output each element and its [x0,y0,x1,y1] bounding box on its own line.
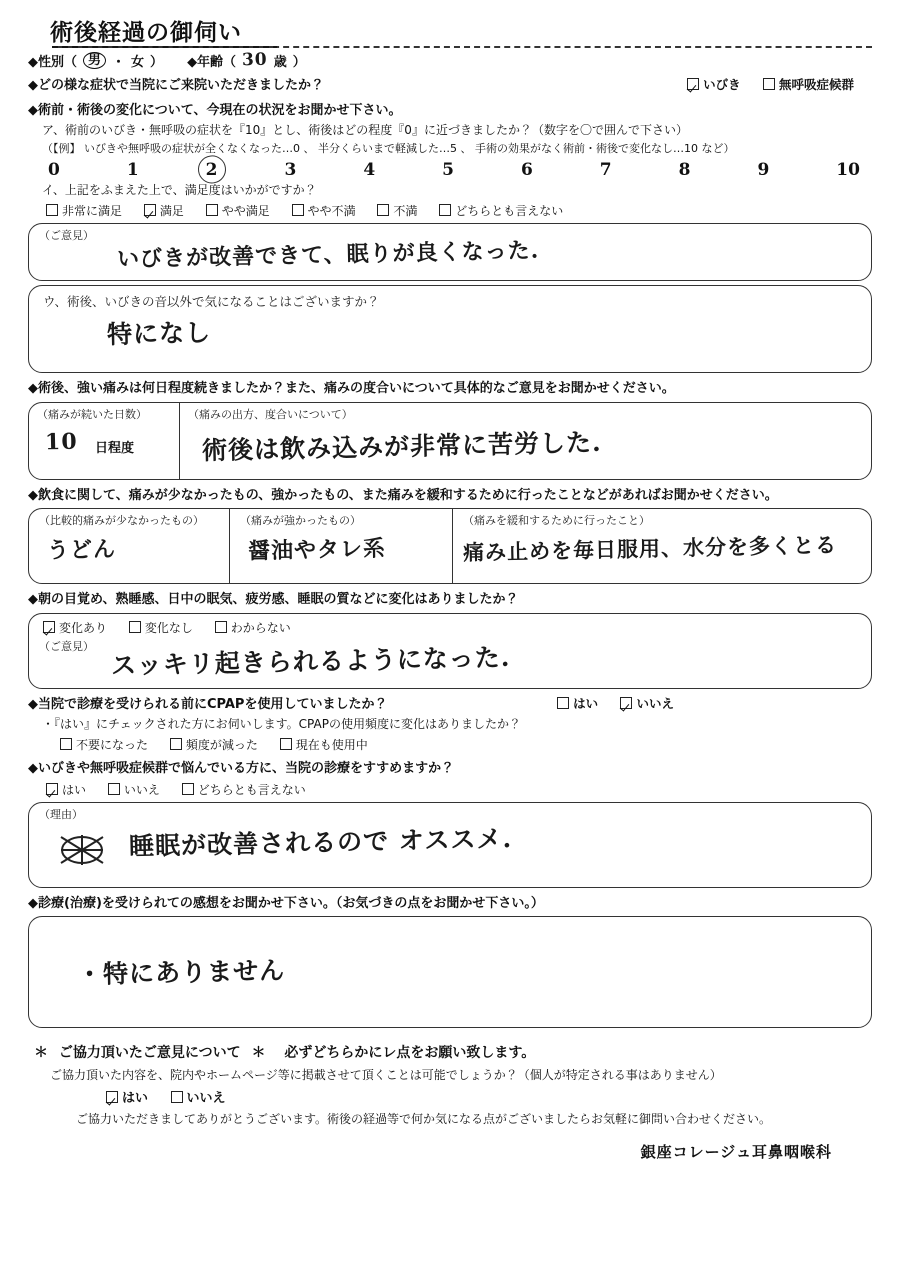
cpap-question: ◆当院で診療を受けられる前にCPAPを使用していましたか？ [28,696,388,712]
recommend-question: ◆いびきや無呼吸症候群で悩んでいる方に、当院の診療をすすめますか？ [28,761,455,777]
satisfaction-question: イ、上記をふまえた上で、満足度はいかがですか？ [42,183,317,198]
satisfaction-option-very-satisfied[interactable]: 非常に満足 [46,202,122,219]
satisfaction-option-dissatisfied[interactable]: 不満 [377,202,417,219]
symptom-option-apnea[interactable] [763,77,854,94]
satisfaction-option-somewhat-dissatisfied[interactable]: やや不満 [292,202,356,219]
gender-separator: ・ [112,54,126,70]
food-high-pain-label: （痛みが強かったもの） [240,514,361,528]
cpap-sub-options [60,736,872,753]
pain-days-cell[interactable] [29,403,180,479]
sleep-options [43,619,309,636]
star-icon: ＊ [251,1045,266,1062]
scale-1[interactable]: 1 [126,160,139,181]
sleep-comment-label: （ご意見） [39,639,94,653]
satisfaction-option-somewhat-satisfied[interactable]: やや満足 [206,202,270,219]
food-relief-answer: 痛み止めを毎日服用、水分を多くとる [462,532,838,566]
cpap-option-no[interactable]: いいえ [620,696,674,713]
scale-10[interactable]: 10 [836,160,860,181]
symptom-option-snoring-label: いびき [703,77,741,93]
satisfaction-options [46,202,872,219]
food-low-pain-label: （比較的痛みが少なかったもの） [39,514,204,528]
food-relief-cell[interactable] [453,509,871,583]
sleep-option-changed[interactable]: 変化あり [43,619,107,636]
gender-label: ◆性別（ [28,54,77,70]
pain-detail-answer: 術後は飲み込みが非常に苦労した. [201,427,603,465]
pain-days-value: 10 [44,428,78,455]
scale-2-selected[interactable]: 2 [205,160,218,181]
sleep-answer-box[interactable] [28,613,872,689]
satisfaction-comment-box[interactable] [28,223,872,281]
consent-option-no[interactable]: いいえ [171,1087,226,1106]
scale-4[interactable]: 4 [363,160,376,181]
profile-row [28,50,872,70]
satisfaction-option-satisfied[interactable]: 満足 [144,202,184,219]
scale-3[interactable]: 3 [284,160,297,181]
checkbox-icon[interactable] [60,738,72,750]
other-concerns-answer: 特になし [106,317,212,350]
symptom-option-snoring[interactable] [687,77,741,94]
checkbox-icon[interactable] [292,204,304,216]
food-high-pain-cell[interactable] [230,509,453,583]
page-title: 術後経過の御伺い [50,20,242,46]
recommend-reason-label: （理由） [39,807,83,821]
severity-scale[interactable] [46,160,862,180]
consent-option-yes[interactable]: はい [106,1087,148,1106]
clinic-name: 銀座コレージュ耳鼻咽喉科 [640,1143,832,1162]
gender-female-option[interactable]: 女 [131,54,145,70]
food-low-pain-answer: うどん [46,536,117,564]
title-underline-solid [52,46,277,48]
impression-answer-box[interactable] [28,916,872,1028]
checkbox-icon[interactable] [170,738,182,750]
consent-question: ご協力頂いた内容を、院内やホームページ等に掲載させて頂くことは可能でしょうか？（個人が特定される事はありません） [50,1068,722,1083]
crossed-out-scribble-icon [59,833,105,867]
footer-title-row [28,1042,872,1062]
scale-8[interactable]: 8 [678,160,691,181]
impression-answer: ・特にありません [76,955,286,990]
scale-5[interactable]: 5 [442,160,454,181]
star-icon: ＊ [34,1045,48,1062]
change-line-a2: （【例】 いびきや無呼吸の症状が全くなくなった…0 、 半分くらいまで軽減した…5 、 手術の効果がなく術前・術後で変化なし…10 など） [42,141,735,155]
scale-9[interactable]: 9 [757,160,770,181]
pain-detail-cell[interactable] [180,403,871,479]
checkbox-icon[interactable] [46,783,58,795]
checkbox-icon[interactable] [687,78,699,90]
gender-male-option[interactable]: 男 [83,52,106,69]
consent-options [106,1087,872,1106]
checkbox-icon[interactable] [280,738,292,750]
satisfaction-option-neither[interactable]: どちらとも言えない [439,202,563,219]
pain-question: ◆術後、強い痛みは何日程度続きましたか？また、痛みの度合いについて具体的なご意見をお聞かせください。 [28,381,675,397]
checkbox-icon[interactable] [763,78,775,90]
checkbox-icon[interactable] [620,697,632,709]
checkbox-icon[interactable] [46,204,58,216]
checkbox-icon[interactable] [108,783,120,795]
page-header [28,14,872,50]
sleep-option-unknown[interactable]: わからない [215,619,291,636]
checkbox-icon[interactable] [129,621,141,633]
symptom-options [687,77,872,94]
food-high-pain-answer: 醤油やタレ系 [247,535,387,565]
change-line-a1: ア、術前のいびき・無呼吸の症状を『10』とし、術後はどの程度『0』に近づきましたか？（数字を〇で囲んで下さい） [42,123,688,138]
age-unit: 歳 [273,54,287,70]
cpap-options [557,696,872,713]
symptom-option-apnea-label: 無呼吸症候群 [778,77,854,93]
recommend-reason-box[interactable] [28,802,872,888]
food-relief-label: （痛みを緩和するために行ったこと） [463,514,650,528]
scale-6[interactable]: 6 [520,160,533,181]
other-concerns-question: ウ、術後、いびきの音以外で気になることはございますか？ [43,294,380,310]
impression-question: ◆診療(治療)を受けられての感想をお聞かせ下さい。（お気づきの点をお聞かせ下さい。） [28,895,544,911]
cpap-sub-option-reduced[interactable]: 頻度が減った [170,736,258,753]
pain-detail-label: （痛みの出方、度合いについて） [188,407,353,421]
pain-days-label: （痛みが続いた日数） [37,407,147,421]
cpap-option-yes[interactable]: はい [557,696,598,713]
checkbox-icon[interactable] [557,697,569,709]
sleep-question: ◆朝の目覚め、熟睡感、日中の眠気、疲労感、睡眠の質などに変化はありましたか？ [28,592,519,608]
food-low-pain-cell[interactable] [29,509,230,583]
sleep-comment-answer: スッキリ起きられるようになった. [110,642,511,680]
checkbox-icon[interactable] [439,204,451,216]
food-answer-box[interactable] [28,508,872,584]
recommend-option-neither[interactable]: どちらとも言えない [182,781,306,798]
age-close-paren: ） [292,54,306,70]
symptom-question-row [28,77,872,95]
cpap-sub-question: ・『はい』にチェックされた方にお伺いします。CPAPの使用頻度に変化はありましたか？ [42,717,521,732]
recommend-reason-answer: 睡眠が改善されるので オススメ. [128,823,513,861]
satisfaction-comment-label: （ご意見） [39,229,94,243]
checkbox-icon[interactable] [182,783,194,795]
scale-0[interactable]: 0 [48,160,60,181]
footer-title-left: ご協力頂いたご意見について [58,1045,241,1062]
footer-title-right: 必ずどちらかにレ点をお願い致します。 [284,1045,536,1062]
recommend-option-yes[interactable]: はい [46,781,86,798]
age-value[interactable]: 30 [241,49,268,71]
other-concerns-box[interactable] [28,285,872,373]
change-heading: ◆術前・術後の変化について、今現在の状況をお聞かせ下さい。 [28,102,402,118]
checkbox-icon[interactable] [106,1091,118,1103]
cpap-sub-option-still-using[interactable]: 現在も使用中 [280,736,368,753]
checkbox-icon[interactable] [377,204,389,216]
symptom-question: ◆どの様な症状で当院にご来院いただきましたか？ [28,78,324,93]
thanks-note: ご協力いただきましてありがとうございます。術後の経過等で何か気になる点がございましたらお気軽に御問い合わせください。 [76,1112,772,1127]
checkbox-icon[interactable] [215,621,227,633]
age-label: ◆年齢（ [187,54,237,70]
recommend-option-no[interactable]: いいえ [108,781,160,798]
checkbox-icon[interactable] [43,621,55,633]
recommend-options [46,781,872,798]
checkbox-icon[interactable] [144,204,156,216]
pain-days-unit: 日程度 [95,440,135,456]
food-question: ◆飲食に関して、痛みが少なかったもの、強かったもの、また痛みを緩和するために行ったことなどがあればお聞かせください。 [28,487,778,503]
scale-7[interactable]: 7 [599,160,612,181]
sleep-option-unchanged[interactable]: 変化なし [129,619,193,636]
gender-close-paren: ） [150,54,164,70]
cpap-question-row [28,696,872,714]
cpap-sub-option-not-needed[interactable]: 不要になった [60,736,148,753]
satisfaction-comment-answer: いびきが改善できて、眠りが良くなった. [116,237,540,273]
checkbox-icon[interactable] [171,1091,183,1103]
pain-answer-box[interactable] [28,402,872,480]
checkbox-icon[interactable] [206,204,218,216]
